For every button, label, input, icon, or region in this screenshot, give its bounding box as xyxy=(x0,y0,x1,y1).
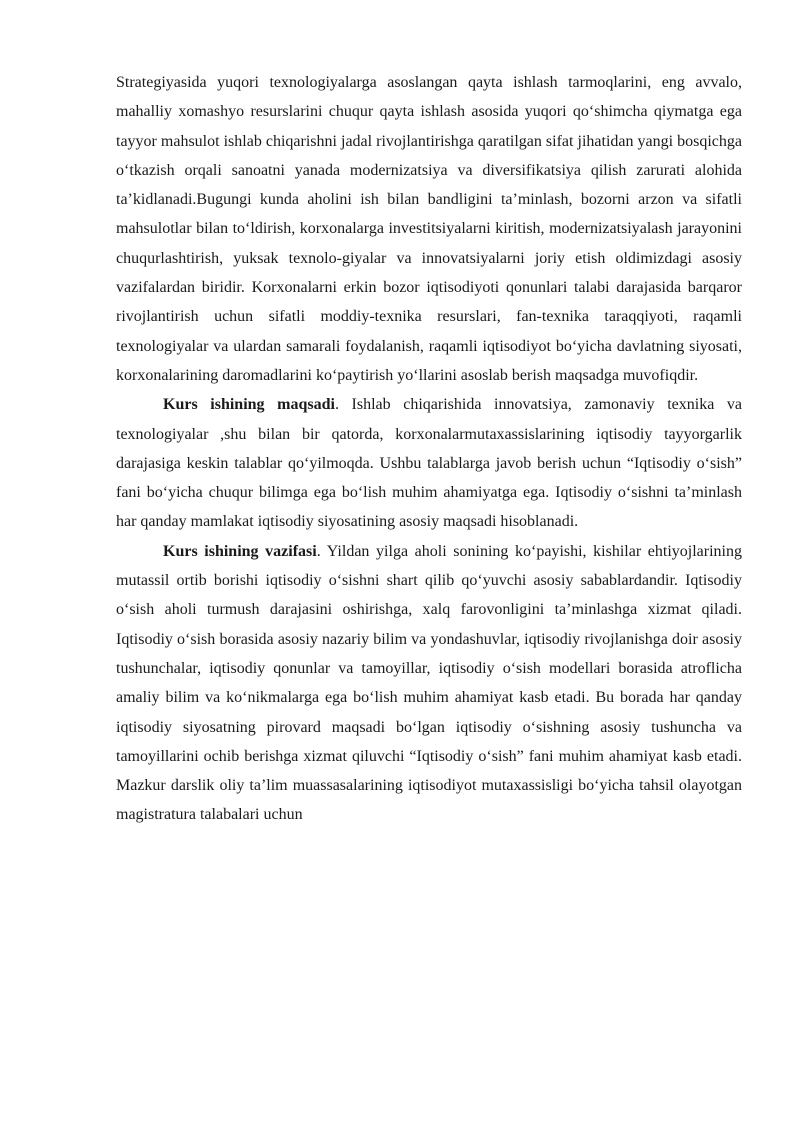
paragraph-heading-purpose: Kurs ishining maqsadi xyxy=(163,396,335,414)
paragraph-purpose xyxy=(116,390,742,536)
paragraph-intro xyxy=(116,68,742,390)
paragraph-heading-tasks: Kurs ishining vazifasi xyxy=(163,542,317,560)
paragraph-tasks xyxy=(116,537,742,830)
paragraph-text: . Yildan yilga aholi sonining ko‘payishi, kishilar ehtiyojlarining mutassil ortib borishi iqtisodiy o‘sishni shart qilib qo‘yuvchi asosiy sabablardandir. Iqtisodiy o‘sish aholi turmush darajasini oshirishga, xalq farovonligini ta’minlashga xizmat qiladi. Iqtisodiy o‘sish borasida asosiy nazariy bilim va yondashuvlar, iqtisodiy rivojlanishga doir asosiy tushunchalar, iqtisodiy qonunlar va tamoyillar, iqtisodiy o‘sish modellari borasida atroflicha amaliy bilim va ko‘nikmalarga ega bo‘lish muhim ahamiyat kasb etadi. Bu borada har qanday iqtisodiy siyosatning pirovard maqsadi bo‘lgan iqtisodiy o‘sishning asosiy tushuncha va tamoyillarini ochib berishga xizmat qiluvchi “Iqtisodiy o‘sish” fani muhim ahamiyat kasb etadi. Mazkur darslik oliy ta’lim muassasalarining iqtisodiyot mutaxassisligi bo‘yicha tahsil olayotgan magistratura talabalari uchun xyxy=(116,542,742,824)
paragraph-text: Strategiyasida yuqori texnologiyalarga asoslangan qayta ishlash tarmoqlarini, eng avvalo, mahalliy xomashyo resurslarini chuqur qayta ishlash asosida yuqori qo‘shimcha qiymatga ega tayyor mahsulot ishlab chiqarishni jadal rivojlantirishga qaratilgan sifat jihatidan yangi bosqichga o‘tkazish orqali sanoatni yanada modernizatsiya va diversifikatsiya qilish zarurati alohida ta’kidlanadi.Bugungi kunda aholini ish bilan bandligini ta’minlash, bozorni arzon va sifatli mahsulotlar bilan to‘ldirish, korxonalarga investitsiyalarni kiritish, modernizatsiyalash jarayonini chuqurlashtirish, yuksak texnolo-giyalar va innovatsiyalarni joriy etish oldimizdagi asosiy vazifalardan biridir. Korxonalarni erkin bozor iqtisodiyoti qonunlari talabi darajasida barqaror rivojlantirish uchun sifatli moddiy-texnika resurslari, fan-texnika taraqqiyoti, raqamli texnologiyalar va ulardan samarali foydalanish, raqamli iqtisodiyot bo‘yicha davlatning siyosati, korxonalarining daromadlarini ko‘paytirish yo‘llarini asoslab berish maqsadga muvofiqdir. xyxy=(116,74,742,384)
paragraph-text: . Ishlab chiqarishida innovatsiya, zamonaviy texnika va texnologiyalar ,shu bilan bir qatorda, korxonalarmutaxassislarining iqtisodiy tayyorgarlik darajasiga keskin talablar qo‘yilmoqda. Ushbu talablarga javob berish uchun “Iqtisodiy o‘sish” fani bo‘yicha chuqur bilimga ega bo‘lish muhim ahamiyatga ega. Iqtisodiy o‘sishni ta’minlash har qanday mamlakat iqtisodiy siyosatining asosiy maqsadi hisoblanadi. xyxy=(116,396,742,531)
document-page xyxy=(116,68,742,830)
